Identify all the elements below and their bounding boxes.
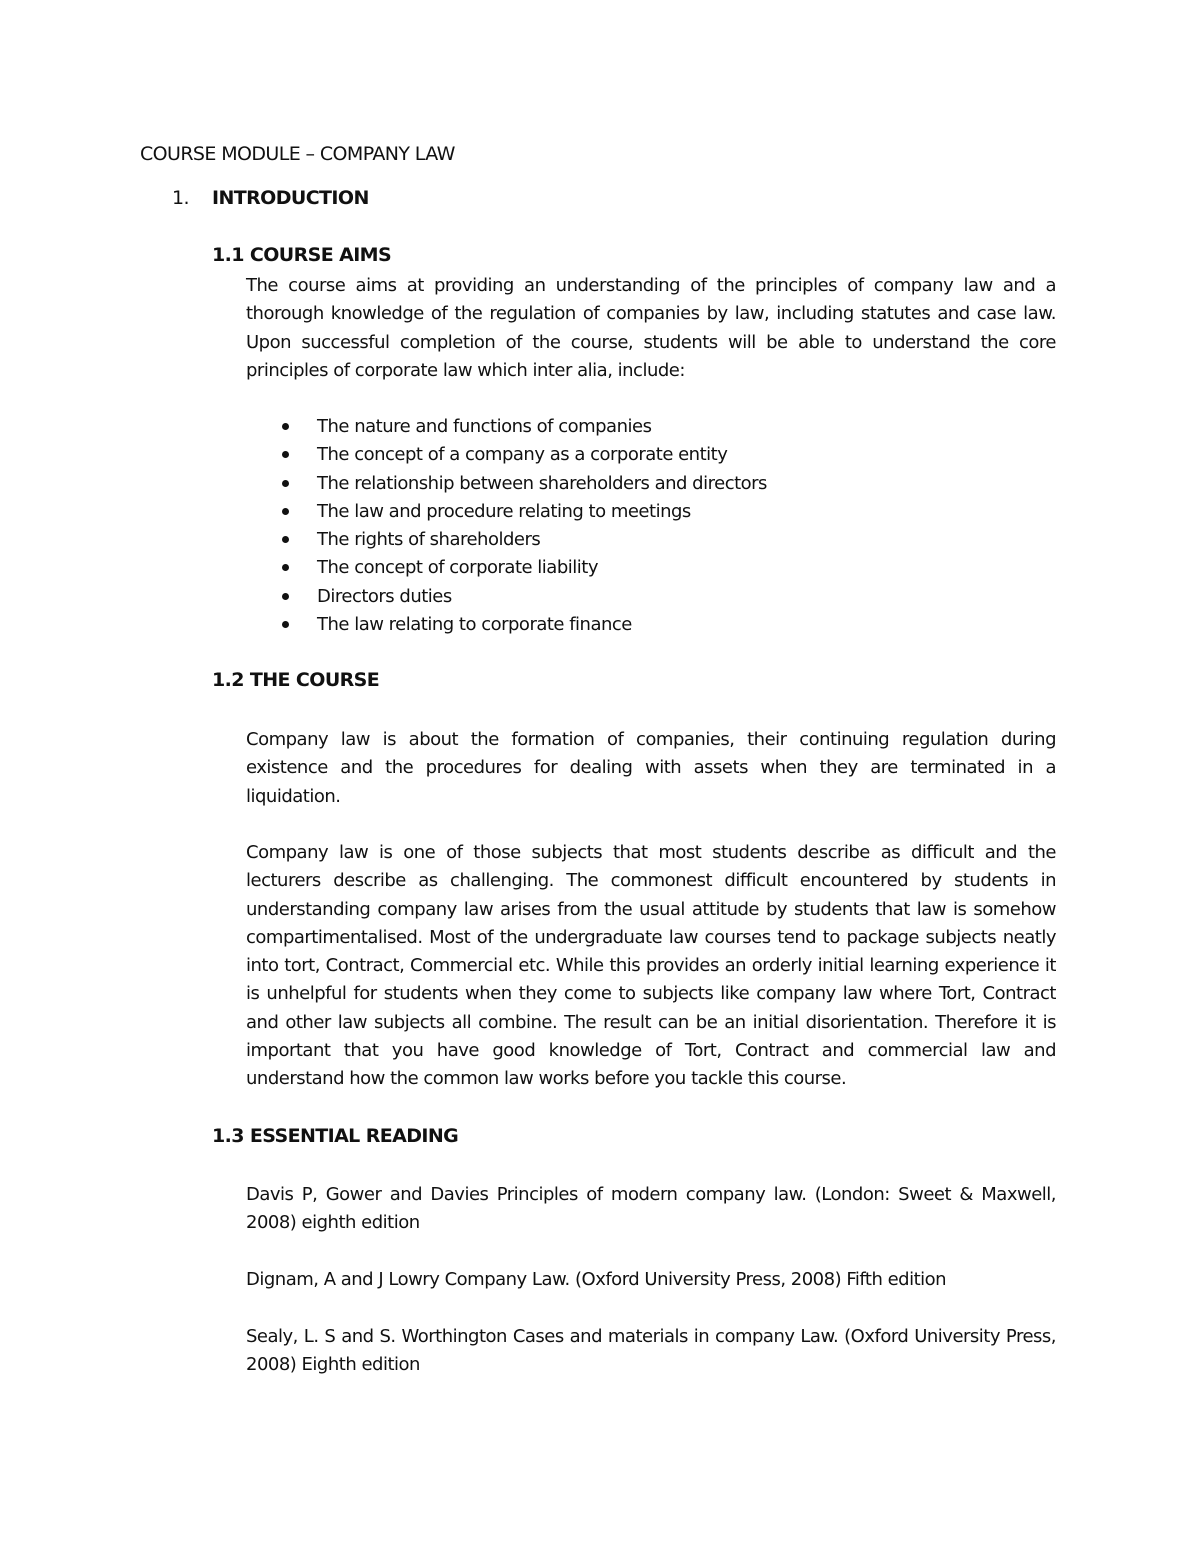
bullet-icon — [282, 508, 289, 515]
reading-reference-3: Sealy, L. S and S. Worthington Cases and materials in company Law. (Oxford University Press, 2008) Eighth edition — [246, 1326, 1056, 1376]
course-paragraph-1: Company law is about the formation of companies, their continuing regulation during existence and the procedures for dealing with assets when they are terminated in a liquidation. — [246, 729, 1056, 807]
heading-the-course: 1.2 THE COURSE — [212, 669, 380, 691]
list-item-text: The rights of shareholders — [317, 529, 541, 551]
course-paragraph-2: Company law is one of those subjects that most students describe as difficult and the lecturers describe as challenging. The commonest difficult encountered by students in understanding company law arises from the usual attitude by students that law is somehow compartimentalised. Most of the undergraduate law courses tend to package subjects neatly into tort, Contract, Commercial etc. While this provides an orderly initial learning experience it is unhelpful for students when they come to subjects like company law where Tort, Contract and other law subjects all combine. The result can be an initial disorientation. Therefore it is important that you have good knowledge of Tort, Contract and commercial law and understand how the common law works before you tackle this course. — [246, 842, 1056, 1090]
section-number: 1. — [172, 187, 189, 209]
list-item-text: The law and procedure relating to meetings — [317, 500, 691, 522]
course-aims-list — [246, 413, 767, 639]
bullet-icon — [282, 564, 289, 571]
bullet-icon — [282, 536, 289, 543]
heading-course-aims: 1.1 COURSE AIMS — [212, 244, 392, 266]
list-item — [246, 413, 767, 441]
section-title: INTRODUCTION — [212, 187, 369, 209]
list-item-text: The relationship between shareholders and directors — [317, 472, 767, 494]
list-item-text: The concept of corporate liability — [317, 557, 598, 579]
heading-essential-reading: 1.3 ESSENTIAL READING — [212, 1125, 459, 1147]
list-item — [246, 526, 767, 554]
section-heading-introduction — [172, 187, 369, 209]
list-item — [246, 470, 767, 498]
reading-reference-1: Davis P, Gower and Davies Principles of modern company law. (London: Sweet & Maxwell, 2008) eighth edition — [246, 1184, 1056, 1234]
bullet-icon — [282, 480, 289, 487]
list-item — [246, 611, 767, 639]
list-item-text: The law relating to corporate finance — [317, 614, 632, 636]
course-aims-paragraph: The course aims at providing an understanding of the principles of company law and a thorough knowledge of the regulation of companies by law, including statutes and case law. Upon successful completion of the course, students will be able to understand the core principles of corporate law which inter alia, include: — [246, 275, 1056, 381]
reading-reference-2: Dignam, A and J Lowry Company Law. (Oxford University Press, 2008) Fifth edition — [246, 1269, 947, 1290]
list-item-text: Directors duties — [317, 585, 452, 607]
list-item-text: The concept of a company as a corporate entity — [317, 444, 728, 466]
list-item-text: The nature and functions of companies — [317, 416, 652, 437]
document-title: COURSE MODULE – COMPANY LAW — [140, 143, 455, 165]
list-item — [246, 441, 767, 469]
list-item — [246, 583, 767, 611]
bullet-icon — [282, 593, 289, 600]
bullet-icon — [282, 451, 289, 458]
list-item — [246, 554, 767, 582]
bullet-icon — [282, 423, 289, 430]
bullet-icon — [282, 621, 289, 628]
list-item — [246, 498, 767, 526]
